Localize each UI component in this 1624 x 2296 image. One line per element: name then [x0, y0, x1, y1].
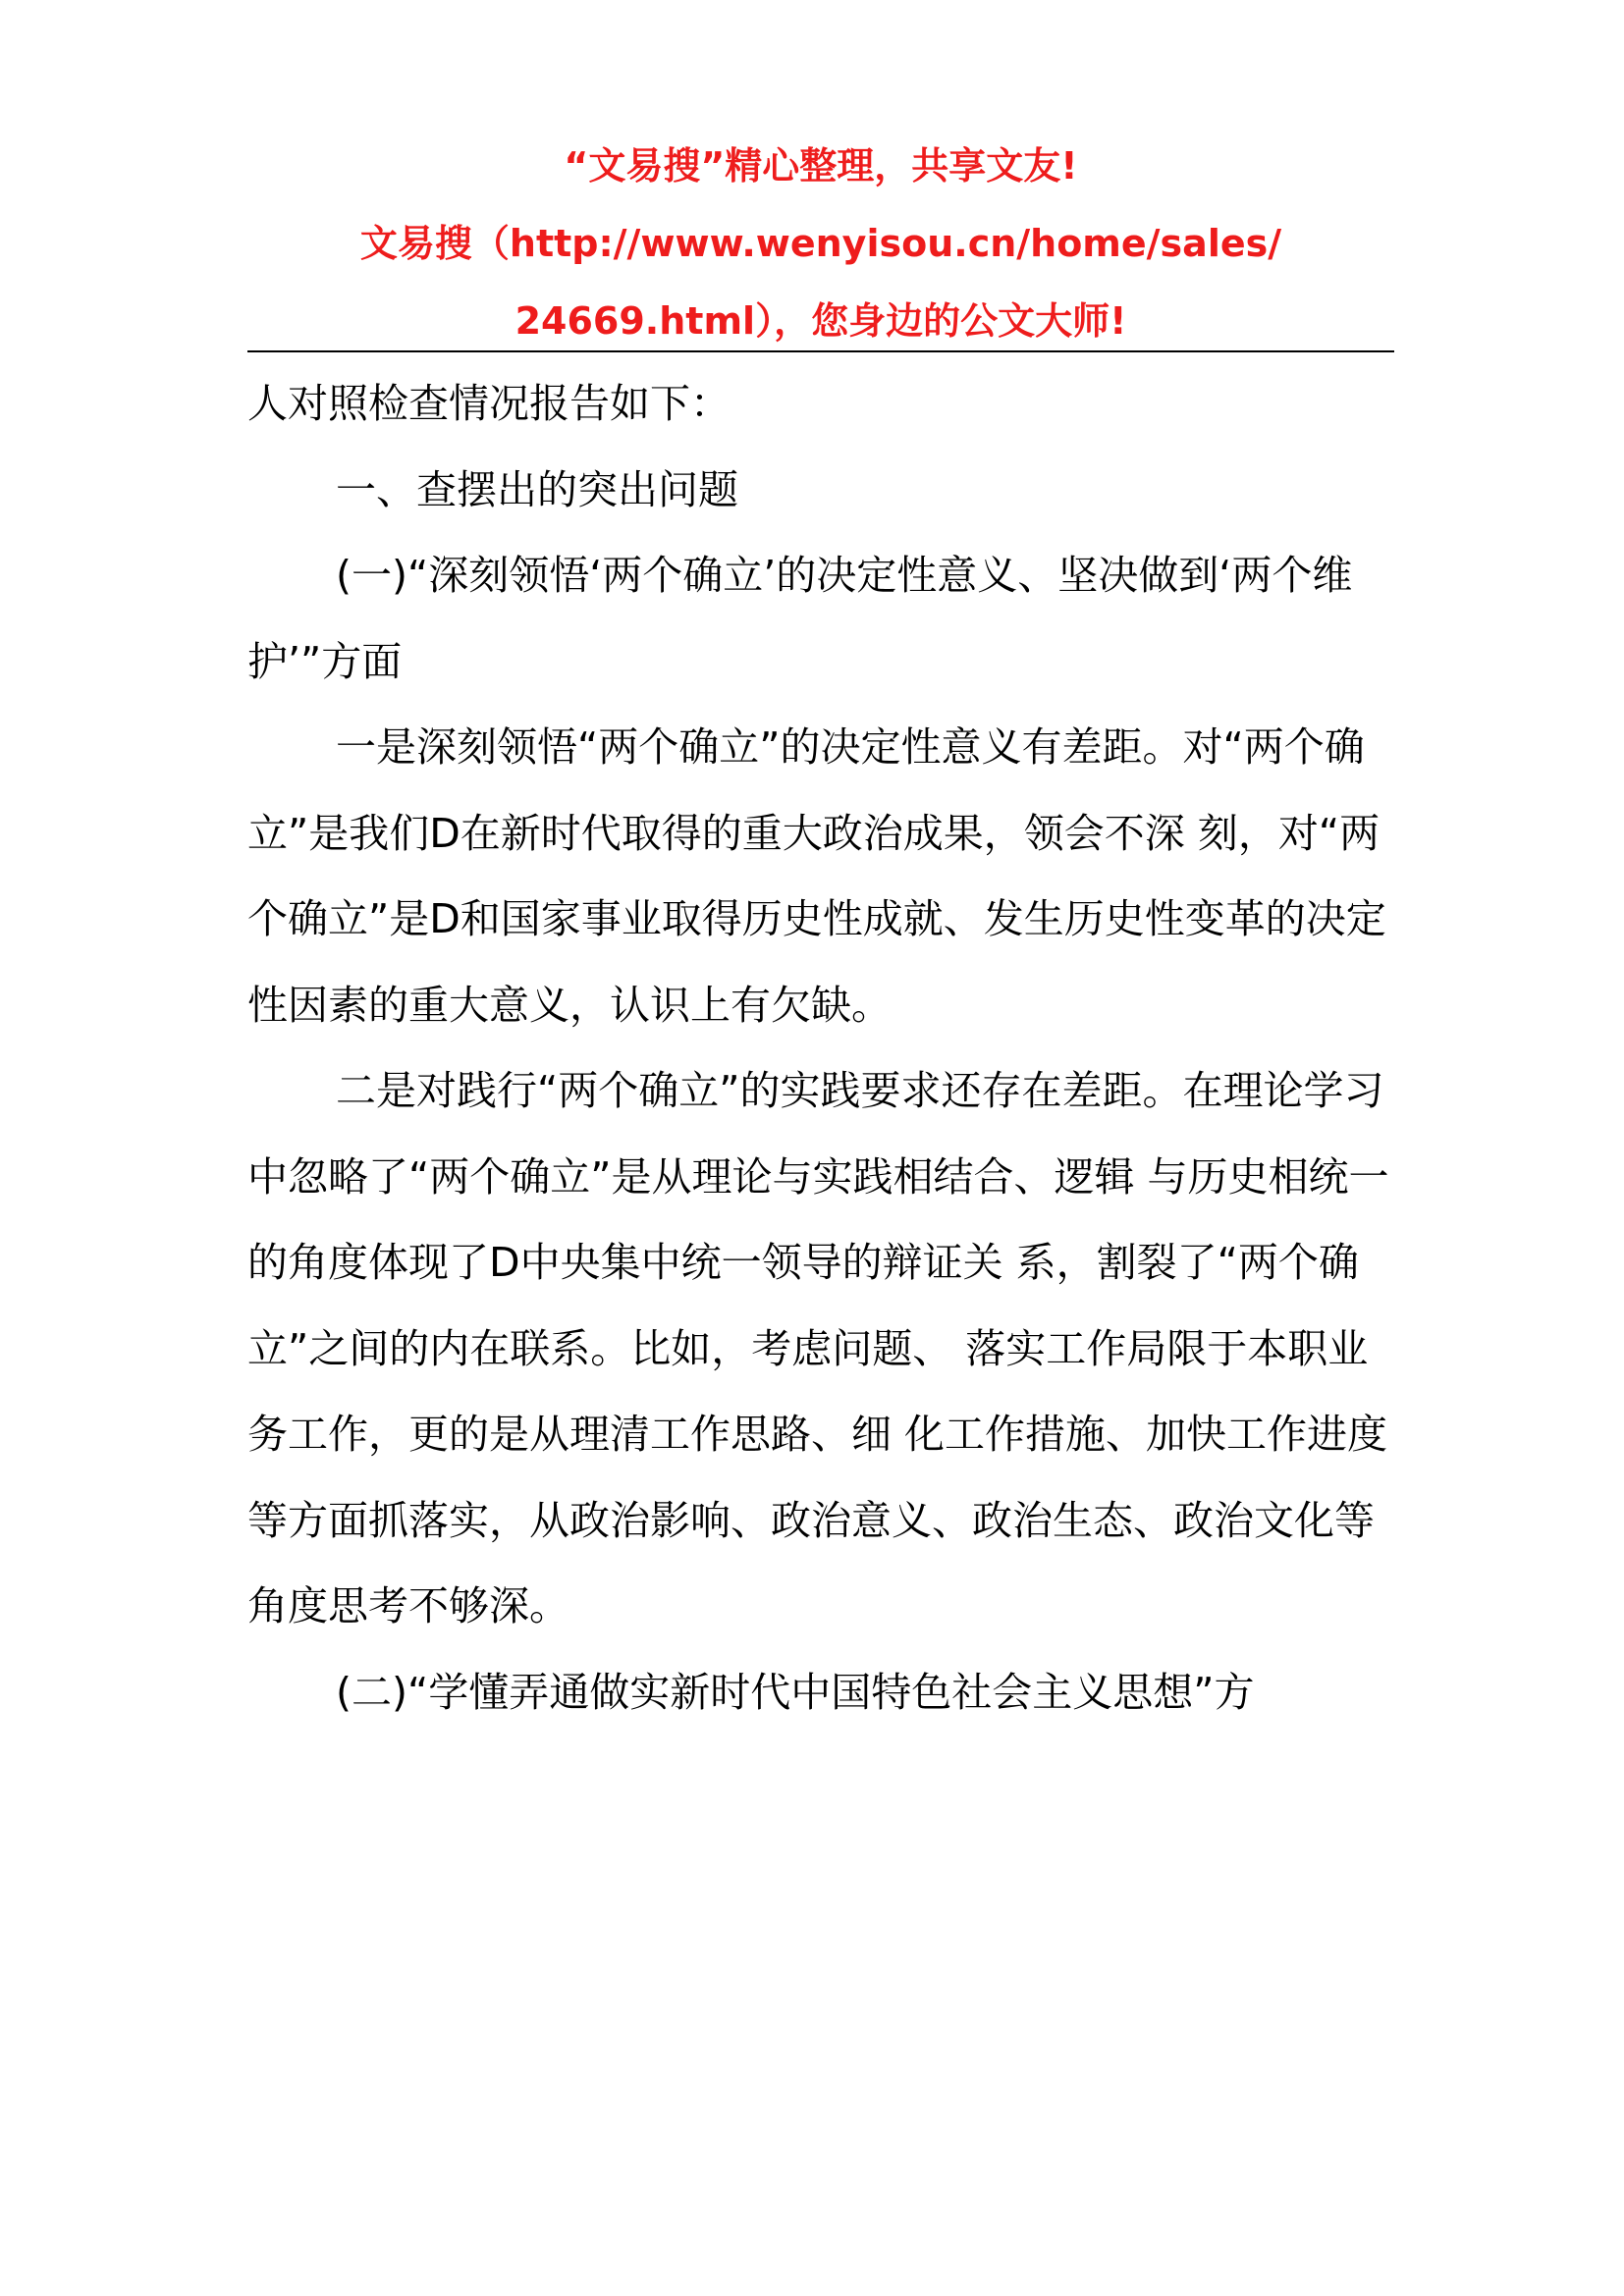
paragraph-point-1: 一是深刻领悟“两个确立”的决定性意义有差距。对“两个确立”是我们D在新时代取得的重大政治成果，领会不深 刻，对“两个确立”是D和国家事业取得历史性成就、发生历史性变革的决定性因素的重大意义，认识上有欠缺。 — [247, 723, 1386, 1029]
paragraph-intro: 人对照检查情况报告如下： — [247, 380, 731, 427]
subsection-heading-2: (二)“学懂弄通做实新时代中国特色社会主义思想”方 — [336, 1668, 1255, 1716]
document-body — [247, 361, 1394, 1735]
watermark-header — [247, 128, 1394, 360]
header-line-1: “文易搜”精心整理，共享文友! — [564, 144, 1078, 187]
header-line-3: 24669.html），您身边的公文大师! — [514, 299, 1127, 343]
subsection-heading-1: (一)“深刻领悟‘两个确立’的决定性意义、坚决做到‘两个维护’”方面 — [247, 552, 1353, 685]
paragraph-point-2: 二是对践行“两个确立”的实践要求还存在差距。在理论学习中忽略了“两个确立”是从理论与实践相结合、逻辑 与历史相统一的角度体现了D中央集中统一领导的辩证关 系，割裂了“两个确立”之间的内在联系。比如，考虑问题、 落实工作局限于本职业务工作，更的是从理清工作思路、细 化工作措施、加快工作进度等方面抓落实，从政治影响、政治意义、政治生态、政治文化等角度思考不够深。 — [247, 1067, 1389, 1629]
section-heading: 一、查摆出的突出问题 — [336, 465, 738, 513]
header-line-2: 文易搜（http://www.wenyisou.cn/home/sales/ — [359, 222, 1282, 265]
header-divider — [247, 350, 1394, 352]
